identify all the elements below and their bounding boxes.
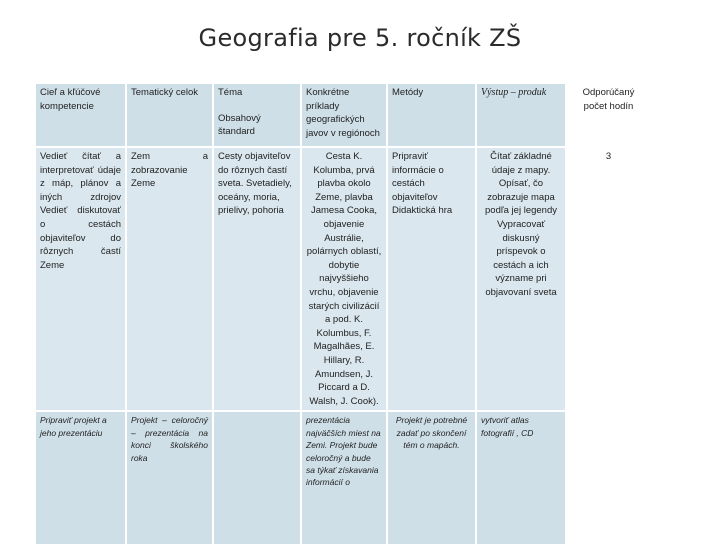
header-standard-label: Obsahový štandard — [218, 112, 261, 138]
cell-topic: Cesty objaviteľov do rôznych častí sveta. Svetadiely, oceány, moria, prielivy, pohoria — [213, 147, 301, 411]
cell-methods: Pripraviť informácie o cestách objaviteľov Didaktická hra — [387, 147, 476, 411]
header-examples: Konkrétne príklady geografických javov v regiónoch — [301, 83, 387, 147]
header-methods: Metódy — [387, 83, 476, 147]
cell-theme-unit: Projekt – celoročný – prezentácia na konci školského roka — [126, 411, 213, 545]
cell-methods: Projekt je potrebné zadať po skončení tém o mapách. — [387, 411, 476, 545]
cell-examples: Cesta K. Kolumba, prvá plavba okolo Zeme, plavba Jamesa Cooka, objavenie Austrálie, polárnych oblastí, dobytie najvyššieho vrchu, objavenie starých civilizácií a pod. K. Kolumbus, F. Magalhães, E. Hillary, R. Amundsen, J. Piccard a D. Walsh, J. Cook). — [301, 147, 387, 411]
cell-topic — [213, 411, 301, 545]
cell-competence: Pripraviť projekt a jeho prezentáciu — [35, 411, 126, 545]
cell-competence: Vedieť čítať a interpretovať údaje z máp, plánov a iných zdrojov Vedieť diskutovať o cestách objaviteľov do rôznych častí Zeme — [35, 147, 126, 411]
curriculum-table — [34, 82, 720, 546]
header-topic — [213, 83, 301, 147]
cell-theme-unit: Zem a zobrazovanie Zeme — [126, 147, 213, 411]
page-title: Geografia pre 5. ročník ZŠ — [198, 24, 522, 52]
header-hours: Odporúčaný počet hodín — [566, 83, 651, 147]
header-theme-unit: Tematický celok — [126, 83, 213, 147]
cell-hours: 3 — [566, 147, 651, 411]
cell-output: Čítať základné údaje z mapy. Opísať, čo zobrazuje mapa podľa jej legendy Vypracovať diskusný príspevok o cestách a ich význame pri objavovaní sveta — [476, 147, 566, 411]
header-output: Výstup – produk — [476, 83, 566, 147]
header-topic-label: Téma — [218, 87, 243, 98]
table-row — [35, 147, 720, 411]
cell-output: vytvoriť atlas fotografií , CD — [476, 411, 566, 545]
cell-hours — [566, 411, 651, 545]
header-competence: Cieľ a kľúčové kompetencie — [35, 83, 126, 147]
header-row — [35, 83, 720, 147]
cell-examples: prezentácia najväčších miest na Zemi. Projekt bude celoročný a bude sa týkať získavania informácií o — [301, 411, 387, 545]
table-row — [35, 411, 720, 545]
